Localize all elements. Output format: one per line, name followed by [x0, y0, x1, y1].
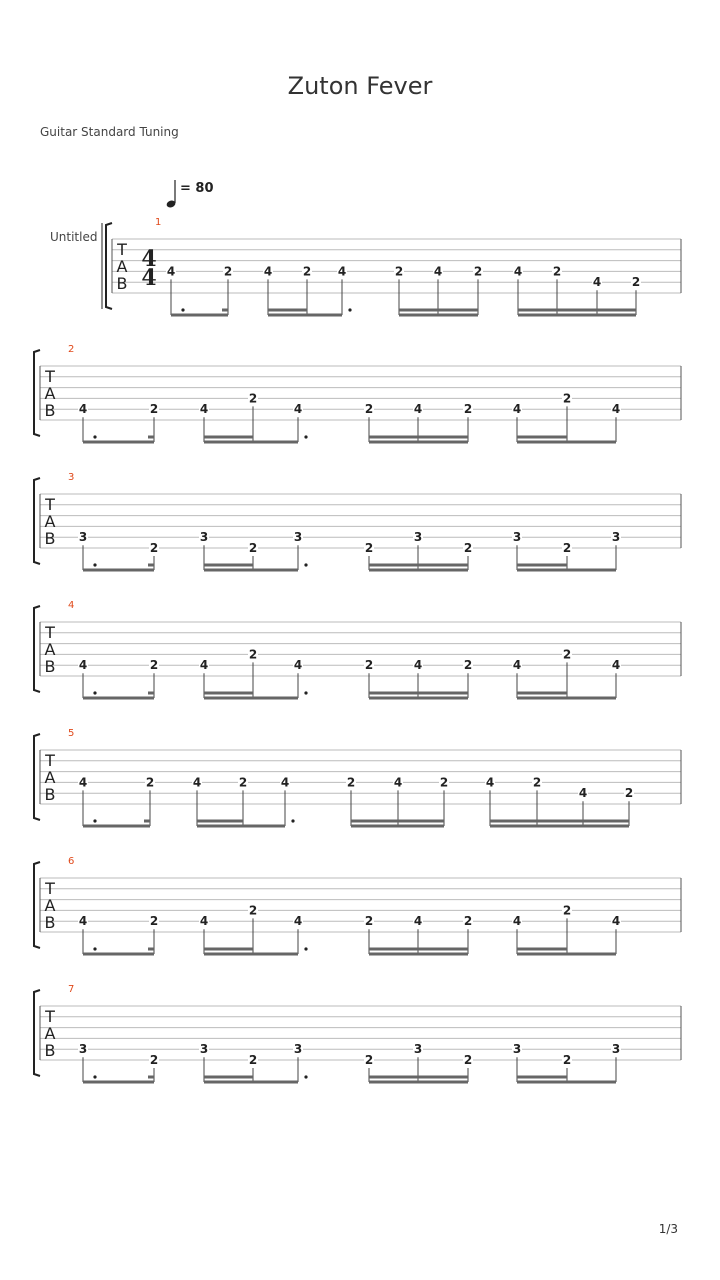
fret-number: 2	[149, 1053, 159, 1067]
fret-number: 2	[364, 658, 374, 673]
rhythm-dot	[304, 1075, 307, 1078]
fret-number: 4	[413, 914, 423, 929]
fret-number: 4	[78, 658, 88, 673]
fret-number: 2	[238, 775, 248, 790]
tab-clef-letter: A	[44, 896, 56, 915]
fret-number: 4	[199, 402, 209, 417]
track-name: Untitled	[50, 230, 98, 244]
fret-number: 2	[562, 391, 572, 406]
fret-number: 4	[192, 775, 202, 790]
rhythm-dot	[181, 308, 184, 311]
tab-clef-letter: B	[44, 785, 56, 804]
song-title: Zuton Fever	[287, 72, 433, 100]
fret-number: 4	[513, 264, 523, 279]
measure-number: 2	[68, 344, 75, 355]
fret-number: 4	[512, 658, 522, 673]
fret-number: 4	[393, 775, 403, 790]
fret-number: 4	[611, 658, 621, 673]
fret-number: 2	[248, 1053, 258, 1067]
fret-number: 3	[199, 530, 209, 545]
fret-number: 4	[199, 914, 209, 929]
fret-number: 2	[463, 914, 473, 929]
measure-number: 3	[68, 472, 75, 483]
fret-number: 2	[149, 914, 159, 929]
fret-number: 2	[364, 541, 374, 555]
fret-number: 4	[413, 658, 423, 673]
tab-clef-letter: T	[45, 879, 55, 898]
system-bracket	[34, 734, 40, 820]
time-signature-top: 4	[141, 246, 157, 272]
tab-clef-letter: A	[44, 1024, 56, 1043]
fret-number: 4	[512, 402, 522, 417]
tab-clef-letter: T	[45, 751, 55, 770]
tab-clef-letter: B	[44, 529, 56, 548]
tab-clef-letter: B	[44, 1041, 56, 1060]
fret-number: 3	[293, 530, 303, 545]
fret-number: 3	[413, 530, 423, 545]
fret-number: 2	[248, 391, 258, 406]
measure-number: 6	[68, 856, 75, 867]
tab-clef-letter: T	[45, 623, 55, 642]
tab-clef-letter: A	[44, 512, 56, 531]
fret-number: 4	[263, 264, 273, 279]
rhythm-dot	[291, 819, 294, 822]
fret-number: 2	[552, 264, 562, 279]
fret-number: 2	[248, 647, 258, 662]
fret-number: 3	[293, 1042, 303, 1057]
time-signature-bottom: 4	[141, 265, 157, 291]
tab-clef-letter: A	[44, 640, 56, 659]
fret-number: 2	[149, 541, 159, 555]
tab-clef-letter: B	[116, 274, 128, 293]
tab-clef-letter: A	[44, 384, 56, 403]
fret-number: 3	[611, 1042, 621, 1057]
fret-number: 2	[562, 903, 572, 918]
fret-number: 2	[463, 658, 473, 673]
fret-number: 2	[145, 775, 155, 790]
fret-number: 2	[631, 275, 641, 290]
fret-number: 3	[512, 1042, 522, 1057]
tab-clef-letter: T	[45, 1007, 55, 1026]
fret-number: 4	[611, 402, 621, 417]
tab-clef-letter: T	[117, 240, 127, 259]
fret-number: 4	[413, 402, 423, 417]
fret-number: 4	[512, 914, 522, 929]
fret-number: 2	[394, 264, 404, 279]
fret-number: 4	[578, 786, 588, 801]
fret-number: 2	[248, 903, 258, 918]
fret-number: 4	[337, 264, 347, 279]
tuning-label: Guitar Standard Tuning	[40, 125, 179, 139]
fret-number: 4	[199, 658, 209, 673]
fret-number: 2	[532, 775, 542, 790]
rhythm-dot	[93, 819, 96, 822]
fret-number: 2	[473, 264, 483, 279]
system-bracket	[106, 223, 112, 309]
tab-clef-letter: B	[44, 657, 56, 676]
rhythm-dot	[93, 1075, 96, 1078]
tab-clef-letter: T	[45, 495, 55, 514]
fret-number: 2	[624, 786, 634, 801]
measure-number: 1	[155, 217, 162, 228]
fret-number: 2	[562, 1053, 572, 1067]
fret-number: 2	[364, 914, 374, 929]
rhythm-dot	[93, 691, 96, 694]
system-bracket	[34, 862, 40, 948]
fret-number: 4	[293, 914, 303, 929]
rhythm-dot	[304, 563, 307, 566]
fret-number: 4	[611, 914, 621, 929]
system-bracket	[34, 478, 40, 564]
tab-clef-letter: B	[44, 401, 56, 420]
fret-number: 4	[485, 775, 495, 790]
rhythm-dot	[304, 691, 307, 694]
tempo-value: = 80	[180, 181, 214, 196]
fret-number: 3	[78, 1042, 88, 1057]
fret-number: 2	[463, 1053, 473, 1067]
fret-number: 2	[439, 775, 449, 790]
fret-number: 4	[592, 275, 602, 290]
fret-number: 2	[364, 1053, 374, 1067]
tab-clef-letter: T	[45, 367, 55, 386]
fret-number: 2	[346, 775, 356, 790]
system-bracket	[34, 350, 40, 436]
fret-number: 3	[78, 530, 88, 545]
fret-number: 2	[562, 541, 572, 555]
fret-number: 2	[463, 541, 473, 555]
measure-number: 5	[68, 728, 75, 739]
fret-number: 3	[199, 1042, 209, 1057]
fret-number: 4	[78, 402, 88, 417]
tab-clef-letter: A	[44, 768, 56, 787]
rhythm-dot	[304, 435, 307, 438]
fret-number: 2	[149, 658, 159, 673]
fret-number: 2	[562, 647, 572, 662]
page-number: 1/3	[658, 1222, 678, 1236]
fret-number: 4	[293, 658, 303, 673]
fret-number: 2	[364, 402, 374, 417]
fret-number: 3	[512, 530, 522, 545]
fret-number: 2	[463, 402, 473, 417]
rhythm-dot	[93, 563, 96, 566]
fret-number: 3	[611, 530, 621, 545]
fret-number: 3	[413, 1042, 423, 1057]
fret-number: 2	[302, 264, 312, 279]
fret-number: 2	[149, 402, 159, 417]
fret-number: 4	[78, 775, 88, 790]
system-bracket	[34, 990, 40, 1076]
tab-clef-letter: B	[44, 913, 56, 932]
fret-number: 2	[223, 264, 233, 279]
fret-number: 4	[78, 914, 88, 929]
rhythm-dot	[93, 435, 96, 438]
fret-number: 4	[166, 264, 176, 279]
measure-number: 4	[68, 600, 75, 611]
measure-number: 7	[68, 984, 75, 995]
fret-number: 4	[433, 264, 443, 279]
fret-number: 4	[280, 775, 290, 790]
fret-number: 2	[248, 541, 258, 555]
rhythm-dot	[93, 947, 96, 950]
system-bracket	[34, 606, 40, 692]
rhythm-dot	[304, 947, 307, 950]
tab-clef-letter: A	[116, 257, 128, 276]
rhythm-dot	[348, 308, 351, 311]
fret-number: 4	[293, 402, 303, 417]
